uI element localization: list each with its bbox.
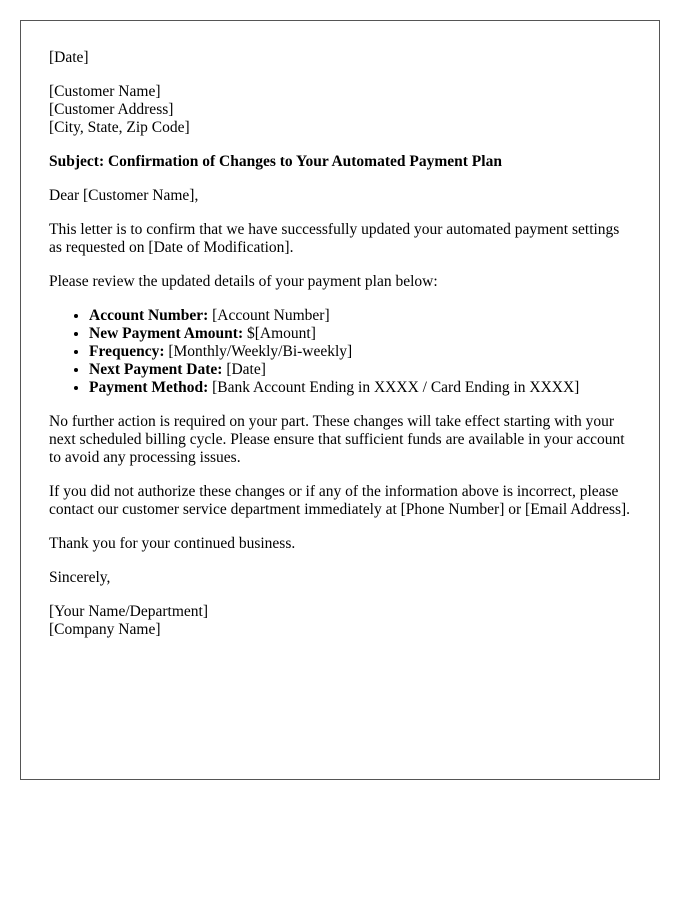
recipient-address: [Customer Address] bbox=[49, 101, 174, 118]
recipient-city-state-zip: [City, State, Zip Code] bbox=[49, 119, 190, 136]
letter-date: [Date] bbox=[49, 49, 89, 66]
review-intro: Please review the updated details of your payment plan below: bbox=[49, 273, 438, 290]
signature-name: [Your Name/Department] bbox=[49, 603, 208, 620]
payment-details-list bbox=[49, 307, 631, 397]
letter bbox=[20, 20, 660, 780]
detail-value: [Date] bbox=[222, 361, 266, 378]
closing: Sincerely, bbox=[49, 569, 111, 586]
detail-label: Frequency: bbox=[89, 343, 165, 360]
detail-label: Payment Method: bbox=[89, 379, 209, 396]
detail-payment-amount bbox=[89, 325, 631, 343]
detail-payment-method bbox=[89, 379, 631, 397]
detail-value: [Account Number] bbox=[208, 307, 330, 324]
signature-company: [Company Name] bbox=[49, 621, 161, 638]
detail-value: $[Amount] bbox=[243, 325, 316, 342]
subject-line: Subject: Confirmation of Changes to Your Automated Payment Plan bbox=[49, 153, 502, 170]
detail-account-number bbox=[89, 307, 631, 325]
salutation: Dear [Customer Name], bbox=[49, 187, 199, 204]
intro-paragraph: This letter is to confirm that we have successfully updated your automated payment settings as requested on [Date of Modification]. bbox=[49, 221, 620, 256]
detail-label: Next Payment Date: bbox=[89, 361, 223, 378]
detail-value: [Bank Account Ending in XXXX / Card Ending in XXXX] bbox=[208, 379, 580, 396]
thanks-paragraph: Thank you for your continued business. bbox=[49, 535, 296, 552]
no-action-paragraph: No further action is required on your part. These changes will take effect starting with your next scheduled billing cycle. Please ensure that sufficient funds are available in your account to avoid any processing issues. bbox=[49, 413, 625, 466]
detail-frequency bbox=[89, 343, 631, 361]
signature-block bbox=[49, 603, 631, 639]
detail-label: New Payment Amount: bbox=[89, 325, 244, 342]
recipient-name: [Customer Name] bbox=[49, 83, 161, 100]
contact-paragraph: If you did not authorize these changes or if any of the information above is incorrect, please contact our customer service department immediately at [Phone Number] or [Email Address]. bbox=[49, 483, 631, 518]
recipient-block bbox=[49, 83, 631, 137]
detail-value: [Monthly/Weekly/Bi-weekly] bbox=[164, 343, 353, 360]
detail-label: Account Number: bbox=[89, 307, 209, 324]
detail-next-payment-date bbox=[89, 361, 631, 379]
